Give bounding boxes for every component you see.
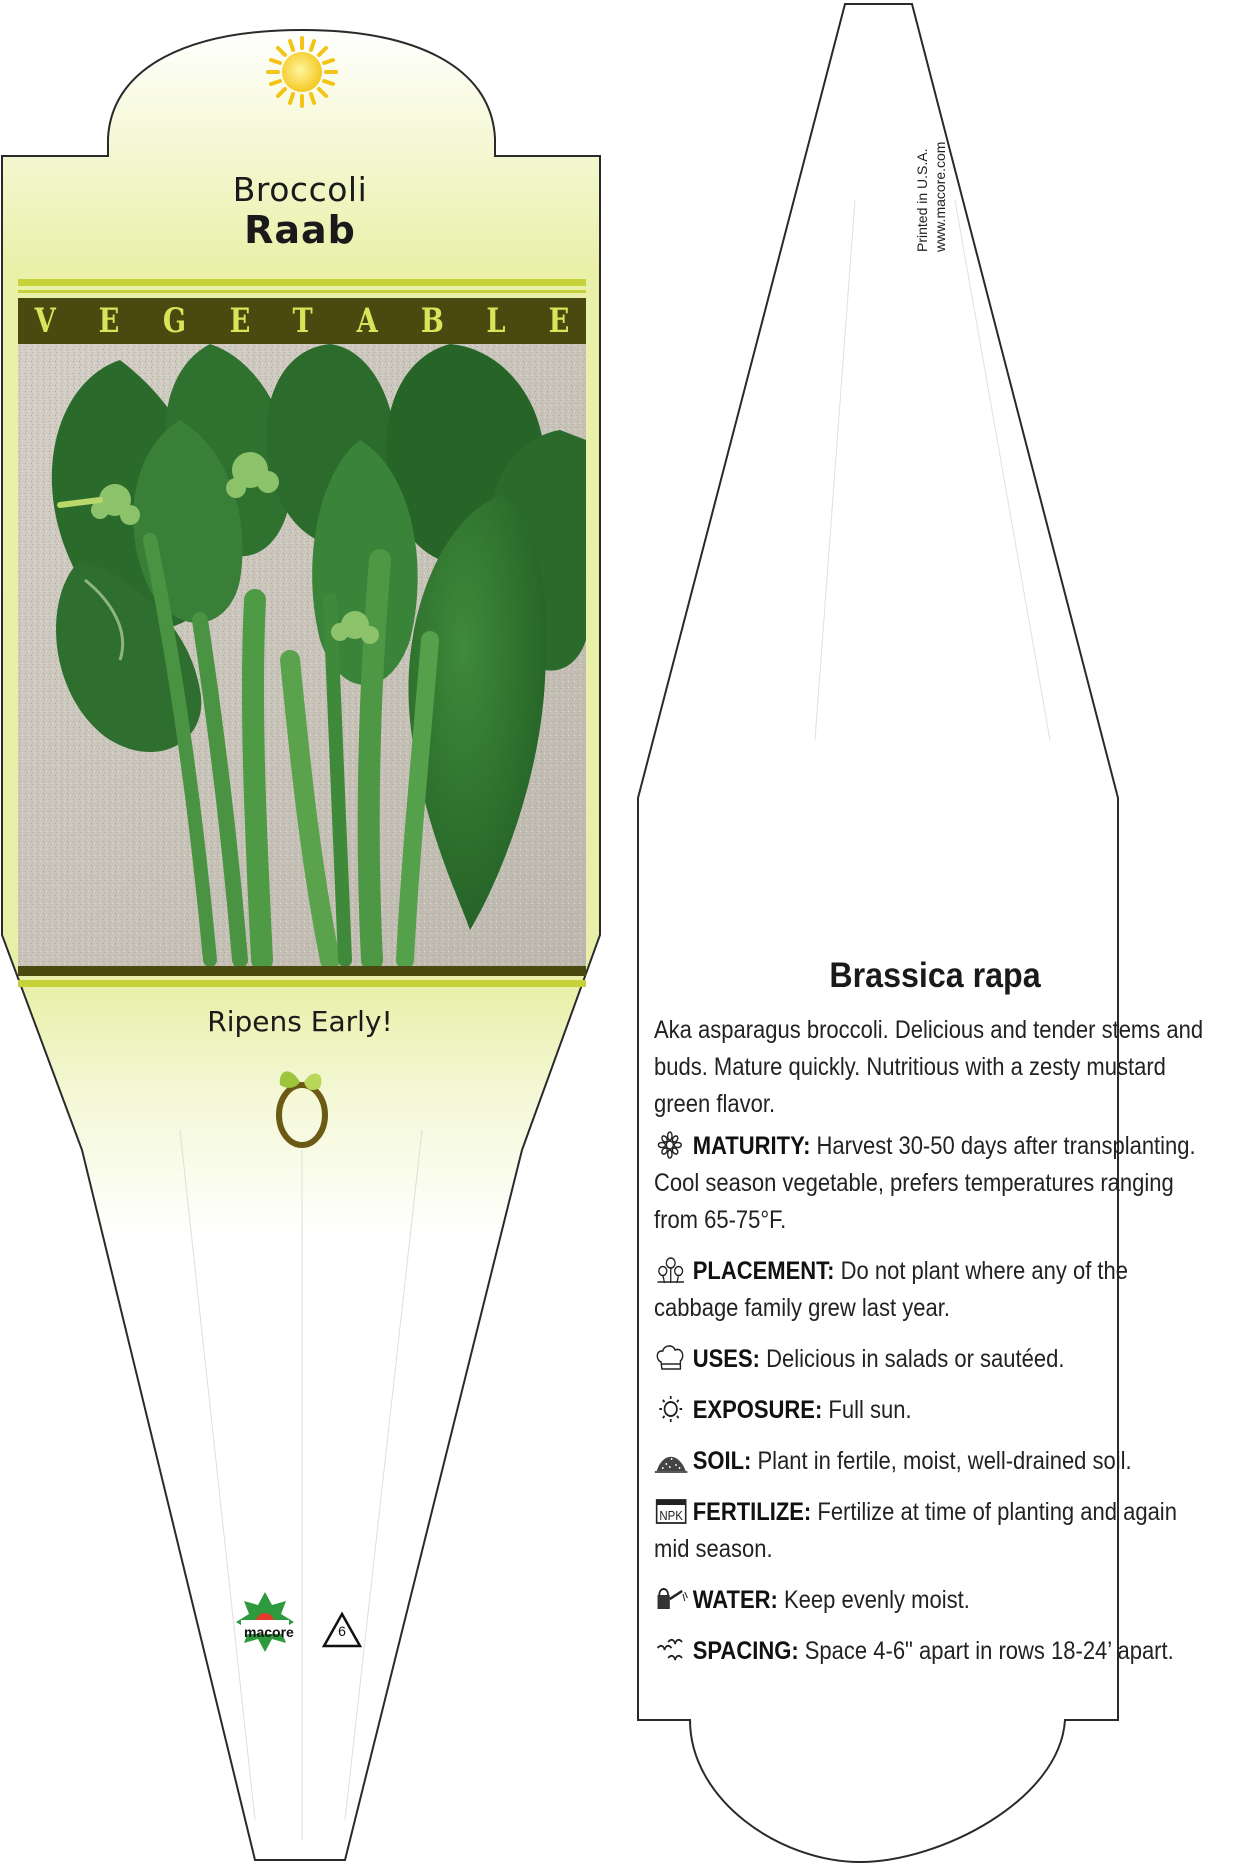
care-row-soil (654, 1443, 1210, 1480)
care-row-water (654, 1582, 1210, 1619)
category-letter: A (356, 301, 378, 341)
care-row-placement (654, 1253, 1210, 1327)
category-letter: E (98, 301, 120, 341)
botanical-name: Brassica rapa (829, 956, 1041, 995)
care-text: Do not plant where any of the cabbage family grew last year. (654, 1257, 1129, 1322)
care-label: MATURITY: (692, 1132, 811, 1160)
plant-cluster-icon (654, 1256, 689, 1284)
care-text: Keep evenly moist. (777, 1586, 970, 1614)
care-text: Space 4-6" apart in rows 18-24’ apart. (798, 1637, 1174, 1665)
category-letter: L (486, 301, 506, 341)
care-row-spacing (654, 1633, 1210, 1670)
category-letter: V (34, 301, 56, 341)
care-text: Full sun. (822, 1396, 912, 1424)
category-letter: T (293, 301, 314, 341)
brand-name: macore (244, 1624, 294, 1640)
care-text: Delicious in salads or sautéed. (759, 1345, 1065, 1373)
care-label: USES: (692, 1345, 760, 1373)
category-letter: G (162, 301, 187, 341)
printed-in-usa (892, 92, 950, 252)
watering-can-icon (654, 1585, 689, 1613)
soil-pile-icon (654, 1446, 689, 1474)
npk-fertilizer-icon (654, 1497, 689, 1525)
category-letter: E (229, 301, 251, 341)
care-row-maturity (654, 1128, 1210, 1239)
care-row-fertilize (654, 1494, 1210, 1568)
care-text: Plant in fertile, moist, well-drained soil. (751, 1447, 1132, 1475)
chef-hat-icon (654, 1344, 689, 1372)
category-letter: E (548, 301, 570, 341)
care-label: FERTILIZE: (692, 1498, 812, 1526)
tagline: Ripens Early! (207, 1005, 393, 1038)
care-label: SPACING: (692, 1637, 799, 1665)
care-label: PLACEMENT: (692, 1257, 835, 1285)
care-label: WATER: (692, 1586, 778, 1614)
printed-line2: www.macore.com (932, 141, 948, 252)
care-label: EXPOSURE: (692, 1396, 823, 1424)
flower-icon (654, 1131, 689, 1159)
svg-text:NPK: NPK (659, 1508, 683, 1524)
care-row-exposure (654, 1392, 1210, 1429)
sun-outline-icon (654, 1395, 689, 1423)
category-letter: B (420, 301, 444, 341)
plant-name-line2: Raab (244, 208, 356, 252)
printed-line1: Printed in U.S.A. (914, 148, 930, 252)
plant-description: Aka asparagus broccoli. Delicious and tender stems and buds. Mature quickly. Nutritious with a zesty mustard green flavor. (654, 1016, 1204, 1118)
plant-name-line1: Broccoli (232, 170, 368, 209)
care-text: Harvest 30-50 days after transplanting. Cool season vegetable, prefers temperatures ranging from 65-75°F. (654, 1132, 1196, 1234)
care-label: SOIL: (692, 1447, 752, 1475)
care-instructions (654, 1012, 1204, 1684)
recycle-code: 6 (338, 1623, 346, 1639)
care-text: Fertilize at time of planting and again mid season. (654, 1498, 1177, 1563)
spacing-sprouts-icon (654, 1636, 689, 1664)
care-row-uses (654, 1341, 1210, 1378)
